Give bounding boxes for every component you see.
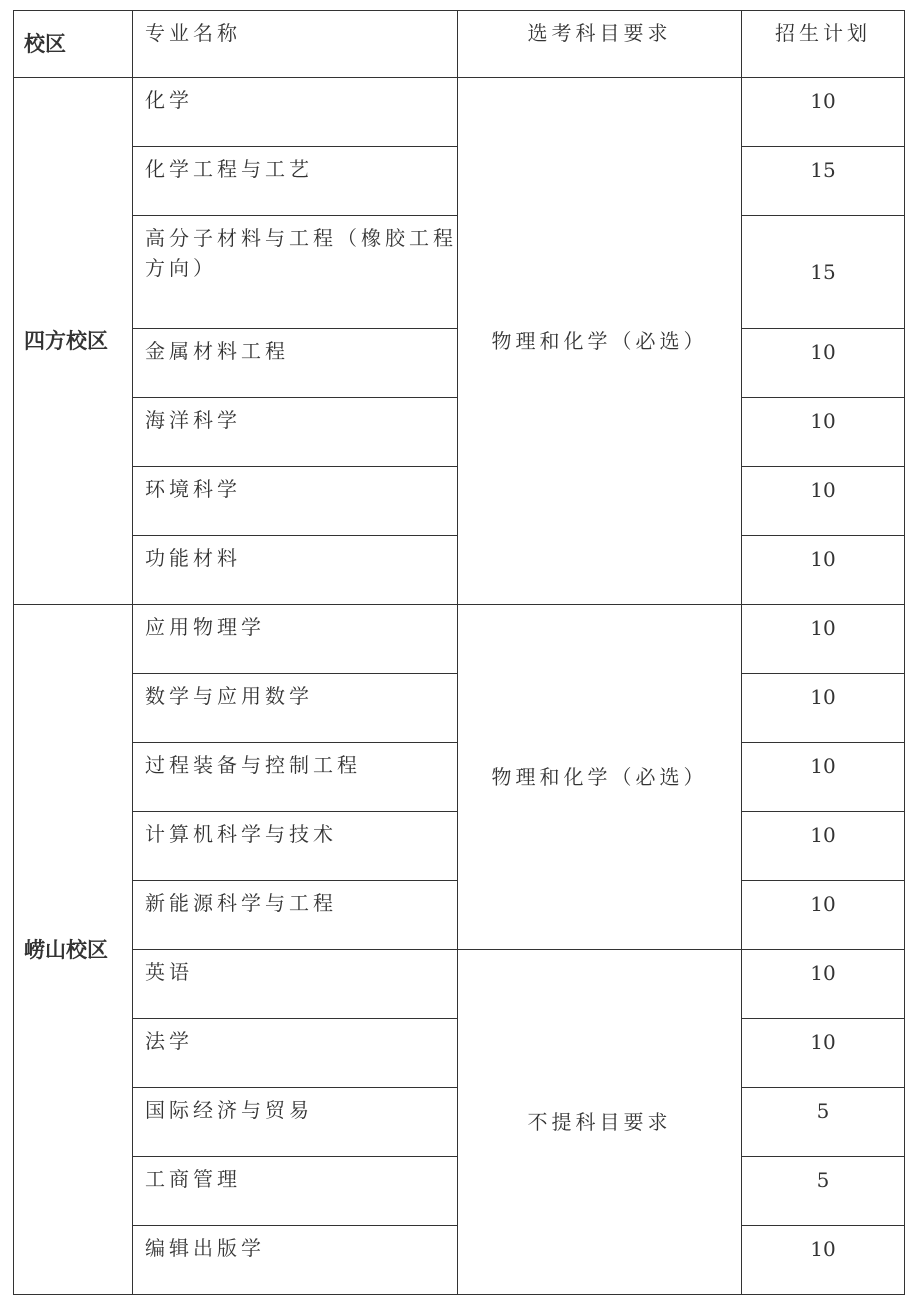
enrollment-plan: 10 xyxy=(742,881,905,950)
enrollment-plan: 10 xyxy=(742,78,905,147)
enrollment-plan: 10 xyxy=(742,467,905,536)
enrollment-plan: 10 xyxy=(742,398,905,467)
enrollment-plan: 15 xyxy=(742,147,905,216)
header-subjects: 选考科目要求 xyxy=(458,11,742,78)
major-name: 应用物理学 xyxy=(133,605,458,674)
header-row xyxy=(14,11,905,78)
enrollment-table xyxy=(13,10,905,1295)
header-campus: 校区 xyxy=(14,11,133,78)
major-name: 编辑出版学 xyxy=(133,1226,458,1295)
campus-name: 四方校区 xyxy=(14,78,133,605)
table-row xyxy=(14,950,905,1019)
enrollment-plan: 10 xyxy=(742,1226,905,1295)
enrollment-plan: 15 xyxy=(742,216,905,329)
major-name: 数学与应用数学 xyxy=(133,674,458,743)
major-name: 新能源科学与工程 xyxy=(133,881,458,950)
enrollment-plan: 10 xyxy=(742,329,905,398)
major-name: 计算机科学与技术 xyxy=(133,812,458,881)
subject-requirement: 物理和化学（必选） xyxy=(458,605,742,950)
header-plan: 招生计划 xyxy=(742,11,905,78)
subject-requirement: 物理和化学（必选） xyxy=(458,78,742,605)
enrollment-plan: 10 xyxy=(742,812,905,881)
major-name: 高分子材料与工程（橡胶工程方向） xyxy=(133,216,458,329)
header-major: 专业名称 xyxy=(133,11,458,78)
enrollment-plan: 10 xyxy=(742,743,905,812)
major-name: 功能材料 xyxy=(133,536,458,605)
major-name: 海洋科学 xyxy=(133,398,458,467)
table-body xyxy=(14,11,905,1295)
major-name: 工商管理 xyxy=(133,1157,458,1226)
subject-requirement: 不提科目要求 xyxy=(458,950,742,1295)
campus-name: 崂山校区 xyxy=(14,605,133,1295)
table-row xyxy=(14,605,905,674)
enrollment-plan: 10 xyxy=(742,950,905,1019)
enrollment-plan: 10 xyxy=(742,536,905,605)
major-name: 化学工程与工艺 xyxy=(133,147,458,216)
major-name: 过程装备与控制工程 xyxy=(133,743,458,812)
major-name: 环境科学 xyxy=(133,467,458,536)
major-name: 金属材料工程 xyxy=(133,329,458,398)
major-name: 法学 xyxy=(133,1019,458,1088)
major-name: 化学 xyxy=(133,78,458,147)
enrollment-plan: 10 xyxy=(742,674,905,743)
enrollment-plan: 10 xyxy=(742,605,905,674)
enrollment-plan: 5 xyxy=(742,1157,905,1226)
major-name: 英语 xyxy=(133,950,458,1019)
table-row xyxy=(14,78,905,147)
major-name: 国际经济与贸易 xyxy=(133,1088,458,1157)
enrollment-plan: 5 xyxy=(742,1088,905,1157)
enrollment-plan: 10 xyxy=(742,1019,905,1088)
